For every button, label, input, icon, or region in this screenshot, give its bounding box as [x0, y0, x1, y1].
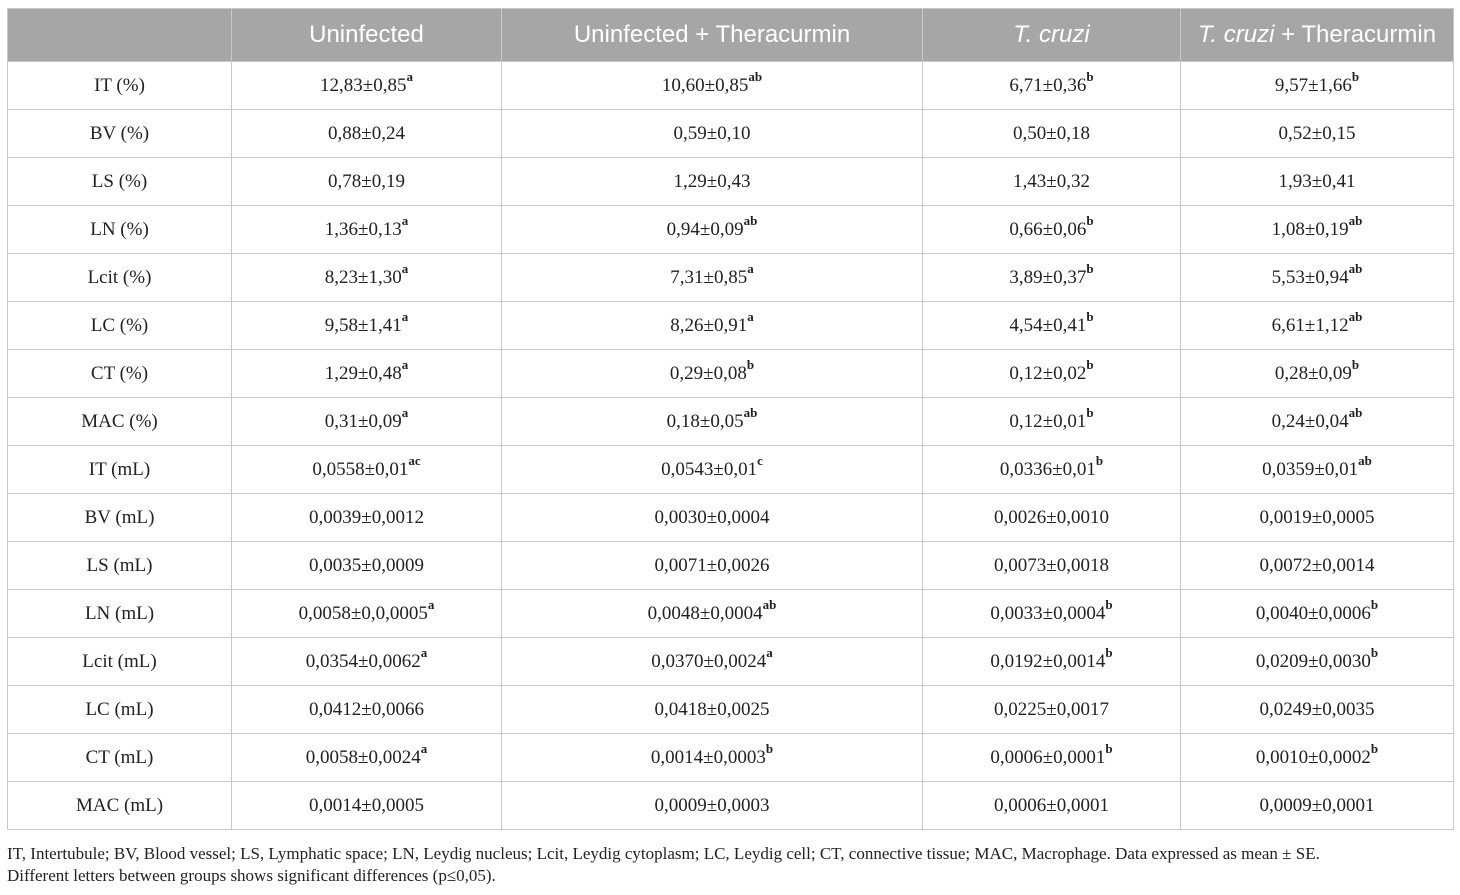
header-t-cruzi-theracurmin: T. cruzi + Theracurmin: [1181, 9, 1454, 62]
table-cell: [1181, 782, 1454, 830]
table-row: [8, 590, 1454, 638]
header-corner: [8, 9, 232, 62]
cell-value: 1,08±0,19: [1271, 218, 1349, 240]
cell-value: 0,52±0,15: [1278, 122, 1356, 144]
cell-value: 0,94±0,09: [666, 218, 744, 240]
table-cell: [502, 158, 923, 206]
cell-value: 0,0071±0,0026: [654, 554, 770, 576]
row-label: BV (%): [8, 110, 232, 158]
cell-value: 12,83±0,85: [320, 74, 407, 96]
table-row: [8, 110, 1454, 158]
table-cell: [923, 302, 1181, 350]
row-label: IT (%): [8, 62, 232, 110]
table-cell: [502, 110, 923, 158]
cell-value: 0,50±0,18: [1013, 122, 1090, 144]
cell-value: 0,59±0,10: [673, 122, 751, 144]
cell-value: 0,0543±0,01: [661, 458, 758, 480]
significance-letter: c: [757, 453, 763, 469]
table-cell: [232, 446, 502, 494]
cell-value: 0,0035±0,0009: [309, 554, 424, 576]
table-cell: [232, 254, 502, 302]
row-label: BV (mL): [8, 494, 232, 542]
table-row: [8, 206, 1454, 254]
table-row: [8, 446, 1454, 494]
table-cell: [923, 542, 1181, 590]
significance-letter: a: [401, 357, 409, 373]
row-label: CT (mL): [8, 734, 232, 782]
table-cell: [232, 638, 502, 686]
table-cell: [923, 62, 1181, 110]
table-cell: [923, 446, 1181, 494]
cell-value: 0,0014±0,0003: [650, 746, 766, 768]
cell-value: 0,88±0,24: [328, 122, 405, 144]
table-row: [8, 494, 1454, 542]
table-cell: [502, 590, 923, 638]
header-row: [8, 9, 1454, 62]
table-cell: [502, 446, 923, 494]
table-cell: [1181, 350, 1454, 398]
cell-value: 0,0249±0,0035: [1259, 698, 1375, 720]
cell-value: 3,89±0,37: [1009, 266, 1087, 288]
table-cell: [923, 350, 1181, 398]
table-cell: [232, 398, 502, 446]
cell-value: 0,0370±0,0024: [651, 650, 767, 672]
cell-value: 6,61±1,12: [1271, 314, 1349, 336]
table-row: [8, 638, 1454, 686]
cell-value: 0,0048±0,0004: [647, 602, 763, 624]
cell-value: 0,0073±0,0018: [994, 554, 1109, 576]
cell-value: 1,93±0,41: [1278, 170, 1356, 192]
table-cell: [502, 782, 923, 830]
table-row: [8, 398, 1454, 446]
significance-letter: b: [1351, 357, 1360, 373]
cell-value: 0,0006±0,0001: [990, 746, 1106, 768]
row-label: LC (mL): [8, 686, 232, 734]
table-row: [8, 62, 1454, 110]
table-cell: [923, 398, 1181, 446]
row-label: LC (%): [8, 302, 232, 350]
table-cell: [502, 302, 923, 350]
cell-value: 0,0072±0,0014: [1259, 554, 1375, 576]
table-cell: [923, 254, 1181, 302]
cell-value: 0,24±0,04: [1271, 410, 1349, 432]
significance-letter: b: [1370, 741, 1379, 757]
table-cell: [923, 782, 1181, 830]
row-label: Lcit (%): [8, 254, 232, 302]
table-cell: [502, 734, 923, 782]
table-cell: [502, 254, 923, 302]
table-cell: [1181, 446, 1454, 494]
table-cell: [232, 542, 502, 590]
cell-value: 0,0039±0,0012: [309, 506, 424, 528]
cell-value: 0,0009±0,0001: [1259, 794, 1375, 816]
table-cell: [232, 302, 502, 350]
significance-letter: ab: [1348, 213, 1363, 229]
significance-letter: b: [1105, 597, 1113, 613]
cell-value: 0,0412±0,0066: [309, 698, 424, 720]
significance-letter: b: [1105, 645, 1113, 661]
cell-value: 0,0040±0,0006: [1255, 602, 1371, 624]
table-cell: [502, 542, 923, 590]
cell-value: 1,29±0,43: [673, 170, 751, 192]
cell-value: 6,71±0,36: [1009, 74, 1087, 96]
row-label: LN (mL): [8, 590, 232, 638]
table-cell: [232, 590, 502, 638]
cell-value: 7,31±0,85: [670, 266, 748, 288]
significance-letter: b: [1086, 309, 1094, 325]
table-cell: [232, 782, 502, 830]
table-cell: [1181, 254, 1454, 302]
row-label: IT (mL): [8, 446, 232, 494]
table-cell: [232, 734, 502, 782]
table-cell: [232, 350, 502, 398]
table-cell: [232, 62, 502, 110]
cell-value: 0,66±0,06: [1009, 218, 1087, 240]
cell-value: 10,60±0,85: [661, 74, 749, 96]
table-body: [8, 62, 1454, 830]
table-cell: [502, 686, 923, 734]
table-cell: [923, 638, 1181, 686]
cell-value: 0,0336±0,01: [999, 458, 1096, 480]
significance-letter: a: [406, 69, 413, 85]
table-cell: [1181, 302, 1454, 350]
table-row: [8, 302, 1454, 350]
table-cell: [232, 206, 502, 254]
row-label: CT (%): [8, 350, 232, 398]
cell-value: 0,0019±0,0005: [1259, 506, 1375, 528]
significance-letter: b: [1086, 213, 1094, 229]
cell-value: 1,29±0,48: [324, 362, 402, 384]
cell-value: 0,0033±0,0004: [990, 602, 1106, 624]
row-label: LS (mL): [8, 542, 232, 590]
significance-letter: a: [401, 309, 409, 325]
table-cell: [923, 110, 1181, 158]
significance-letter: a: [427, 597, 435, 613]
cell-value: 1,43±0,32: [1013, 170, 1090, 192]
cell-value: 0,31±0,09: [324, 410, 402, 432]
row-label: Lcit (mL): [8, 638, 232, 686]
table-cell: [232, 686, 502, 734]
cell-value: 0,0225±0,0017: [994, 698, 1109, 720]
table-row: [8, 686, 1454, 734]
cell-value: 0,0209±0,0030: [1255, 650, 1371, 672]
cell-value: 0,0009±0,0003: [654, 794, 770, 816]
significance-letter: b: [1086, 405, 1094, 421]
table-cell: [1181, 494, 1454, 542]
table-row: [8, 734, 1454, 782]
cell-value: 9,57±1,66: [1274, 74, 1352, 96]
table-cell: [1181, 638, 1454, 686]
significance-letter: ab: [762, 597, 777, 613]
cell-value: 0,12±0,01: [1009, 410, 1087, 432]
significance-letter: a: [420, 741, 428, 757]
table-cell: [232, 158, 502, 206]
table-cell: [1181, 206, 1454, 254]
table-cell: [923, 590, 1181, 638]
table-cell: [232, 110, 502, 158]
table-cell: [923, 206, 1181, 254]
table-cell: [232, 494, 502, 542]
significance-letter: ab: [1348, 261, 1363, 277]
table-cell: [1181, 62, 1454, 110]
table-row: [8, 350, 1454, 398]
header-t-cruzi: T. cruzi: [923, 9, 1181, 62]
significance-letter: b: [1351, 69, 1360, 85]
significance-letter: ab: [1358, 453, 1372, 469]
significance-letter: b: [1086, 261, 1094, 277]
cell-value: 0,0058±0,0,0005: [298, 602, 428, 624]
significance-letter: a: [401, 405, 409, 421]
significance-letter: b: [1105, 741, 1113, 757]
table-container: [7, 8, 1453, 830]
significance-letter: ab: [743, 405, 758, 421]
table-footnote: IT, Intertubule; BV, Blood vessel; LS, Lymphatic space; LN, Leydig nucleus; Lcit, Leydig cytoplasm; LC, Leydig cell; CT, connective tissue; MAC, Macrophage. Data expressed as mean ± SE. Different letters between groups shows significant differences (p≤0,05).: [7, 844, 1320, 885]
significance-letter: ab: [743, 213, 758, 229]
table-cell: [923, 734, 1181, 782]
significance-letter: a: [401, 261, 409, 277]
table-row: [8, 158, 1454, 206]
significance-letter: b: [1095, 453, 1104, 469]
significance-letter: b: [1370, 597, 1379, 613]
results-table: [7, 8, 1454, 830]
table-cell: [502, 206, 923, 254]
significance-letter: b: [1086, 357, 1094, 373]
row-label: LN (%): [8, 206, 232, 254]
significance-letter: a: [766, 645, 773, 661]
cell-value: 8,26±0,91: [670, 314, 748, 336]
row-label: LS (%): [8, 158, 232, 206]
cell-value: 0,12±0,02: [1009, 362, 1087, 384]
cell-value: 0,0010±0,0002: [1255, 746, 1371, 768]
table-cell: [502, 398, 923, 446]
table-cell: [1181, 686, 1454, 734]
significance-letter: ab: [1348, 309, 1363, 325]
significance-letter: b: [765, 741, 774, 757]
significance-letter: b: [1086, 69, 1094, 85]
table-cell: [1181, 158, 1454, 206]
significance-letter: ac: [408, 453, 421, 469]
cell-value: 0,0418±0,0025: [654, 698, 770, 720]
table-cell: [923, 158, 1181, 206]
cell-value: 0,0354±0,0062: [305, 650, 421, 672]
table-cell: [1181, 542, 1454, 590]
row-label: MAC (mL): [8, 782, 232, 830]
table-row: [8, 782, 1454, 830]
significance-letter: a: [747, 261, 754, 277]
cell-value: 8,23±1,30: [324, 266, 402, 288]
significance-letter: a: [420, 645, 428, 661]
significance-letter: a: [747, 309, 754, 325]
cell-value: 9,58±1,41: [324, 314, 402, 336]
cell-value: 0,28±0,09: [1274, 362, 1352, 384]
cell-value: 0,18±0,05: [666, 410, 744, 432]
table-cell: [1181, 734, 1454, 782]
cell-value: 0,0192±0,0014: [990, 650, 1106, 672]
table-cell: [1181, 110, 1454, 158]
significance-letter: a: [401, 213, 409, 229]
cell-value: 0,0006±0,0001: [994, 794, 1109, 816]
cell-value: 0,0058±0,0024: [305, 746, 421, 768]
header-uninfected-theracurmin: Uninfected + Theracurmin: [502, 9, 923, 62]
row-label: MAC (%): [8, 398, 232, 446]
significance-letter: ab: [1348, 405, 1363, 421]
cell-value: 0,0026±0,0010: [994, 506, 1109, 528]
table-cell: [1181, 398, 1454, 446]
cell-value: 0,0558±0,01: [312, 458, 409, 480]
table-cell: [502, 638, 923, 686]
cell-value: 0,0359±0,01: [1262, 458, 1359, 480]
table-cell: [502, 494, 923, 542]
cell-value: 1,36±0,13: [324, 218, 402, 240]
significance-letter: ab: [748, 69, 763, 85]
table-cell: [923, 494, 1181, 542]
significance-letter: b: [746, 357, 755, 373]
cell-value: 0,29±0,08: [669, 362, 747, 384]
table-cell: [1181, 590, 1454, 638]
cell-value: 0,0014±0,0005: [309, 794, 424, 816]
table-cell: [923, 686, 1181, 734]
table-cell: [502, 62, 923, 110]
cell-value: 0,78±0,19: [328, 170, 405, 192]
cell-value: 5,53±0,94: [1271, 266, 1349, 288]
cell-value: 4,54±0,41: [1009, 314, 1087, 336]
table-row: [8, 542, 1454, 590]
header-uninfected: Uninfected: [232, 9, 502, 62]
significance-letter: b: [1370, 645, 1379, 661]
table-cell: [502, 350, 923, 398]
cell-value: 0,0030±0,0004: [654, 506, 770, 528]
table-row: [8, 254, 1454, 302]
